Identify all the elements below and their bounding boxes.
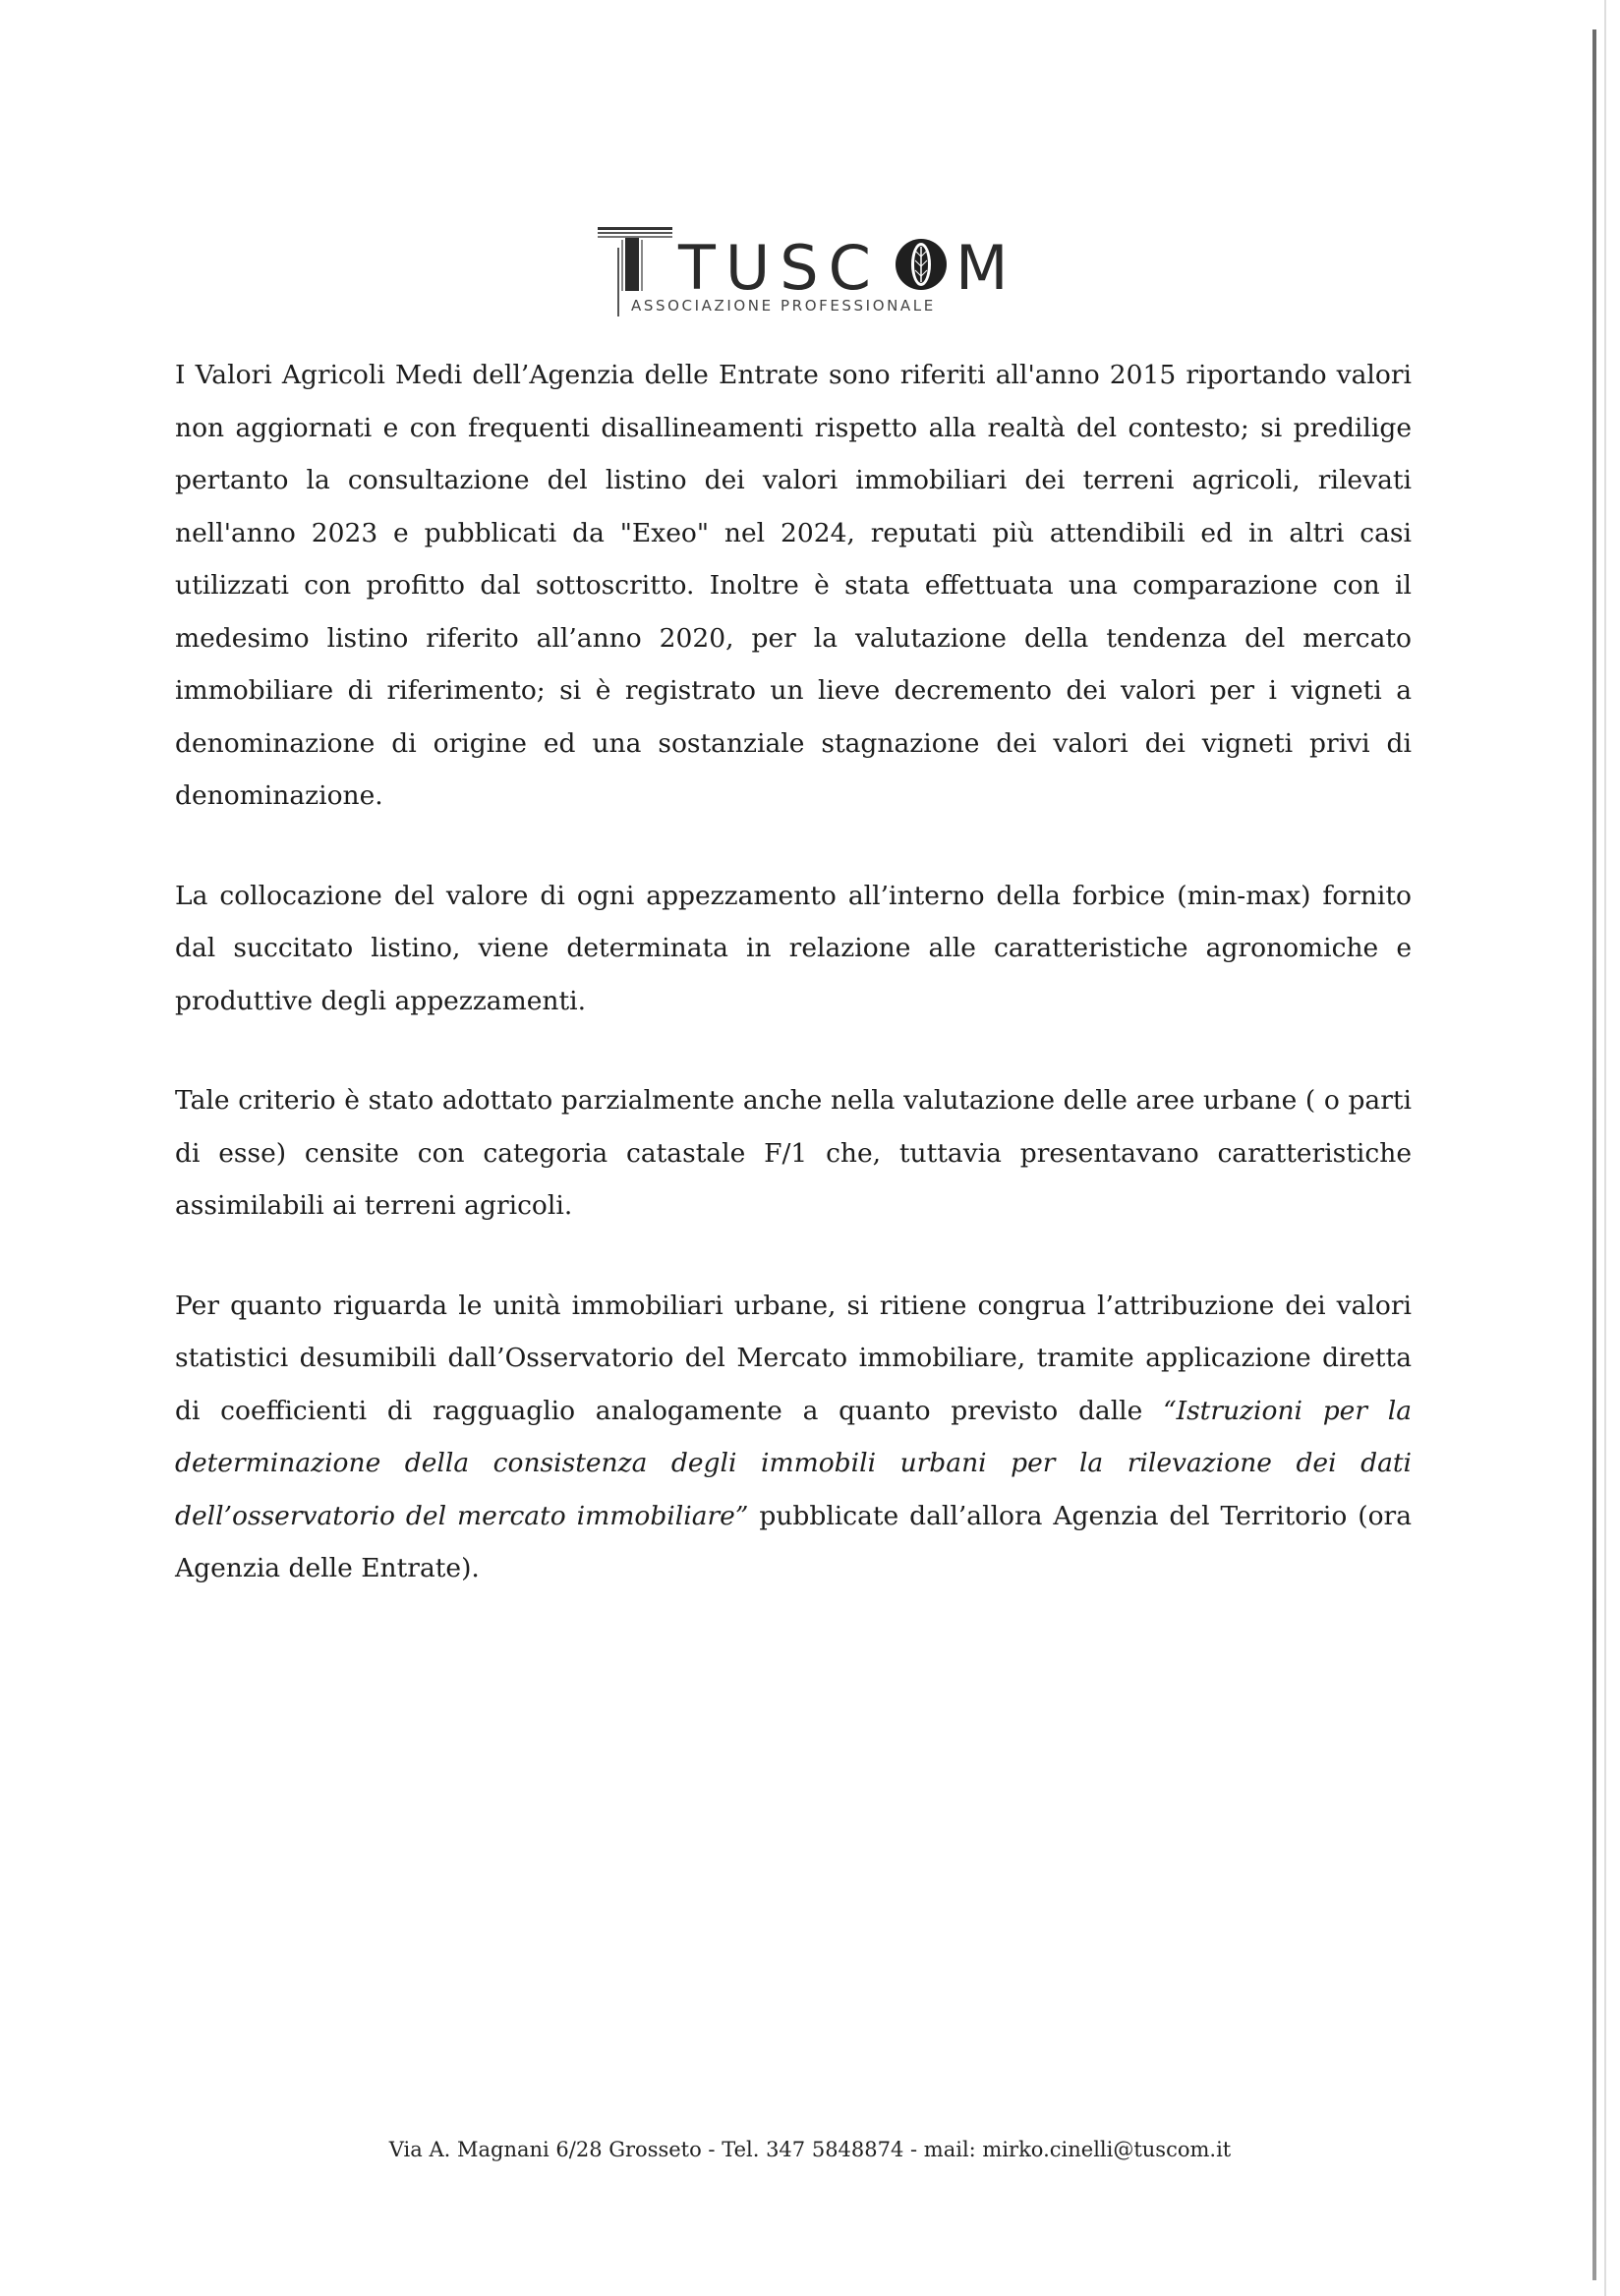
paragraph-4 <box>175 1280 1412 1595</box>
paragraph-4-text-after: pubblicate dall’allora Agenzia del Territorio (ora Agenzia delle Entrate). <box>175 1500 1412 1583</box>
paragraph-4-italic-title: “Istruzioni per la determinazione della consistenza degli immobili urbani per la rilevazione dei dati dell’osservatorio del mercato immobiliare” <box>175 1395 1412 1531</box>
logo-subtitle: ASSOCIAZIONE PROFESSIONALE <box>631 297 936 315</box>
scan-edge-shadow <box>1592 29 1596 2280</box>
paragraph-1: I Valori Agricoli Medi dell’Agenzia delle Entrate sono riferiti all'anno 2015 riportando valori non aggiornati e con frequenti disallineamenti rispetto alla realtà del contesto; si predilige pertanto la consultazione del listino dei valori immobiliari dei terreni agricoli, rilevati nell'anno 2023 e pubblicati da "Exeo" nel 2024, reputati più attendibili ed in altri casi utilizzati con profitto dal sottoscritto. Inoltre è stata effettuata una comparazione con il medesimo listino riferito all’anno 2020, per la valutazione della tendenza del mercato immobiliare di riferimento; si è registrato un lieve decremento dei valori per i vigneti a denominazione di origine ed una sostanziale stagnazione dei valori dei vigneti privi di denominazione. <box>175 360 1412 811</box>
paragraph-3: Tale criterio è stato adottato parzialmente anche nella valutazione delle aree urbane ( o parti di esse) censite con categoria catastale F/1 che, tuttavia presentavano caratteristiche assimilabili ai terreni agricoli. <box>175 1085 1412 1221</box>
paragraph-2: La collocazione del valore di ogni appezzamento all’interno della forbice (min-max) fornito dal succitato listino, viene determinata in relazione alle caratteristiche agronomiche e produttive degli appezzamenti. <box>175 880 1412 1016</box>
logo-graphic <box>590 218 1022 316</box>
paragraph-4-text-before: Per quanto riguarda le unità immobiliari urbane, si ritiene congrua l’attribuzione dei valori statistici desumibili dall’Osservatorio del Mercato immobiliare, tramite applicazione diretta di coefficienti di ragguaglio analogamente a quanto previsto dalle <box>175 1290 1412 1426</box>
tuscom-logo <box>590 218 1022 316</box>
scan-edge-line <box>1604 0 1606 2296</box>
logo-brand-right: M <box>955 232 1009 304</box>
body-content <box>175 349 1412 1642</box>
footer-contact: Via A. Magnani 6/28 Grosseto - Tel. 347 5848874 - mail: mirko.cinelli@tuscom.it <box>388 2138 1232 2161</box>
logo-brand-left: TUSC <box>678 232 881 304</box>
leaf-icon <box>896 239 947 290</box>
